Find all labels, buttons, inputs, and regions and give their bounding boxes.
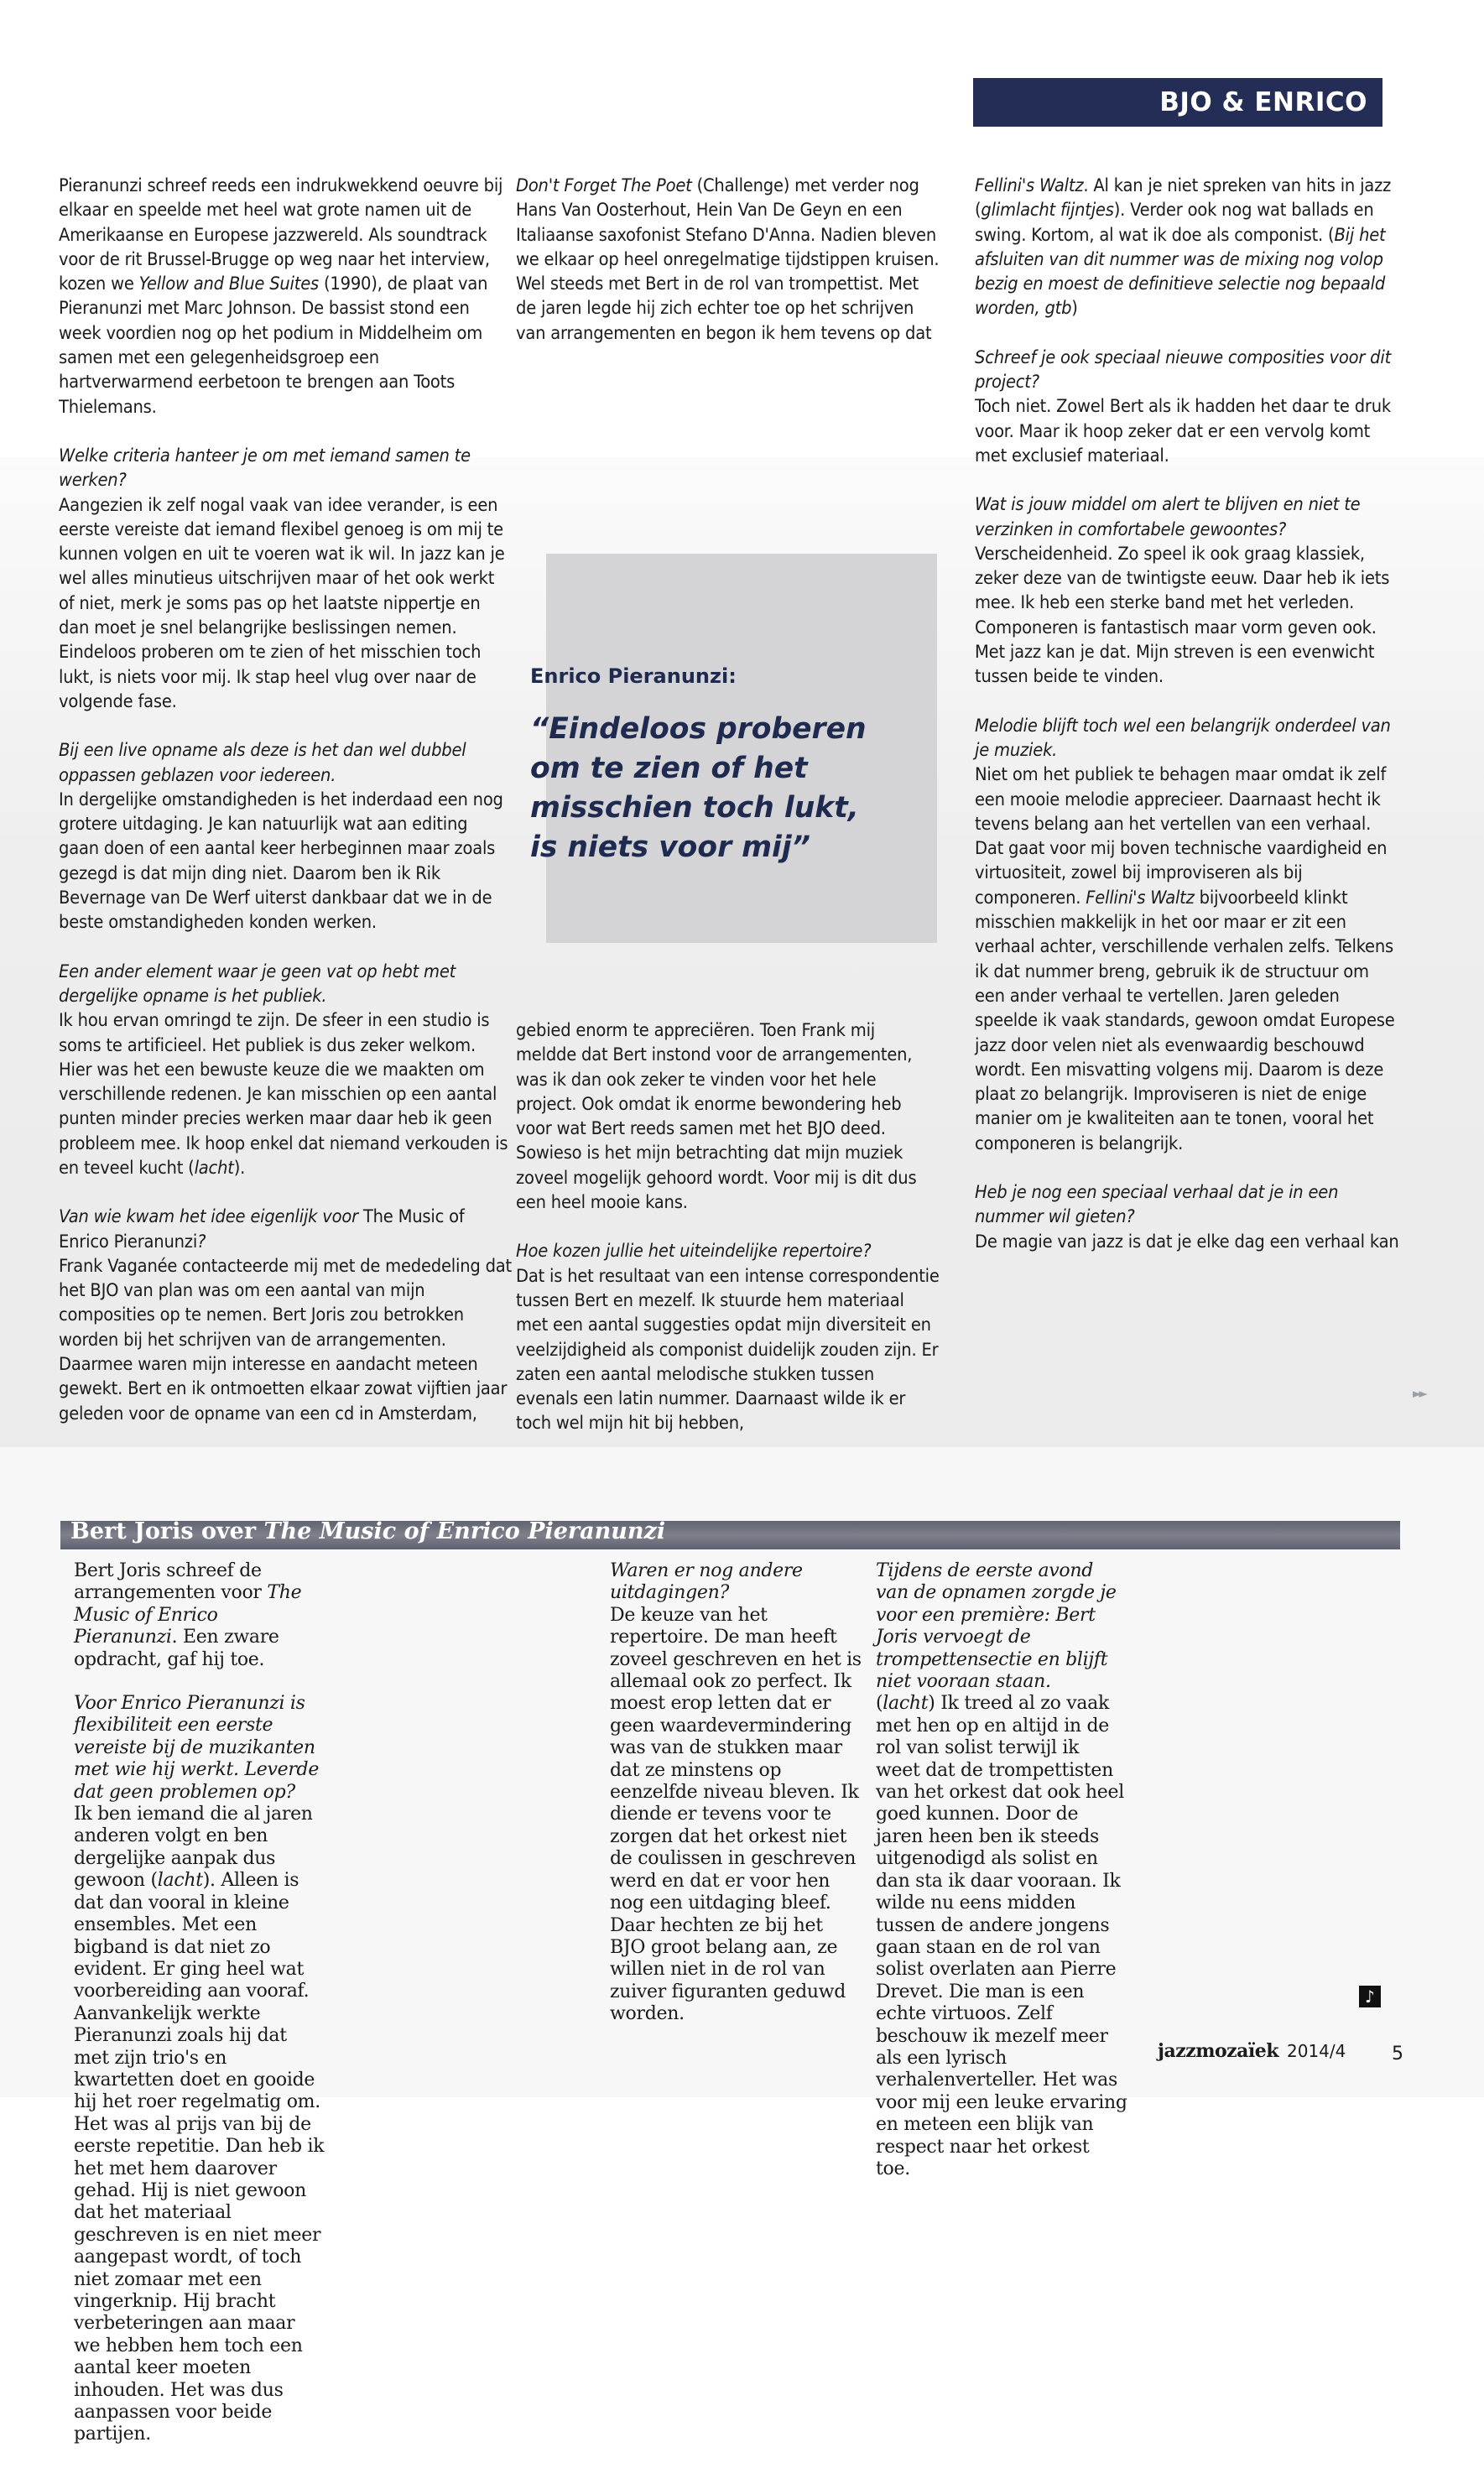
question: Wat is jouw middel om alert te blijven en niet te verzinken in comfortabele gewoontes? — [975, 494, 1361, 540]
issue-number: 2014/4 — [1287, 2041, 1346, 2061]
interview-column-3 — [975, 174, 1403, 1278]
section-header: BJO & ENRICO PIERANUNZI — [973, 78, 1382, 127]
sidebar-intro: Bert Joris schreef de arrangementen voor The Music of Enrico Pieranunzi. Een zware opdracht, gaf hij toe. — [74, 1560, 302, 1670]
sidebar-question: Voor Enrico Pieranunzi is flexibiliteit een eerste vereiste bij de muzikanten met wie hij werkt. Leverde dat geen problemen op? — [74, 1693, 320, 1803]
sidebar-qa — [74, 1693, 325, 2446]
continue-arrow-icon: ►► — [1413, 1386, 1425, 1401]
sidebar-title: Bert Joris over The Music of Enrico Pieranunzi — [70, 1518, 666, 1544]
answer-continuation: Don't Forget The Poet (Challenge) met verder nog Hans Van Oosterhout, Hein Van De Geyn en een Italiaanse saxofonist Stefano D'Anna. Nadien bleven we elkaar op heel onregelmatige tijdstippen kruisen. Wel steeds met Bert in de rol van trompettist. Met de jaren legde hij zich echter toe op het schrijven van arrangementen en begon ik hem tevens op dat — [516, 175, 940, 344]
sidebar-column-1 — [74, 1560, 325, 2468]
sidebar-question: Tijdens de eerste avond van de opnamen zorgde je voor een première: Bert Joris vervoegt de trompettensectie en blijft niet vooraan staan. — [876, 1560, 1117, 1693]
qa-block — [59, 1205, 512, 1426]
answer: Ik hou ervan omringd te zijn. De sfeer in een studio is soms te artificieel. Het publiek is dus zeker welkom. Hier was het een bewuste keuze die we maakten om verschillende redenen. Je kan misschien op een aantal punten minder precies werken maar daar heb ik geen probleem mee. Ik hoop enkel dat niemand verkouden is en teveel kucht (lacht). — [59, 1010, 508, 1179]
answer: Toch niet. Zowel Bert als ik hadden het daar te druk voor. Maar ik hoop zeker dat er een vervolg komt met exclusief materiaal. — [975, 396, 1392, 466]
sidebar-qa — [876, 1560, 1127, 2180]
footer — [1158, 2040, 1346, 2062]
answer-continuation: gebied enorm te appreciëren. Toen Frank mij meldde dat Bert instond voor de arrangementen, was ik dan ook zeker te vinden voor het hele project. Ook omdat ik enorme bewondering heb voor wat Bert reeds samen met het BJO deed. Sowieso is het mijn betrachting dat mijn muziek zoveel mogelijk gehoord wordt. Voor mij is dit dus een heel mooie kans. — [516, 1020, 917, 1214]
sidebar-qa — [610, 1560, 862, 2026]
sidebar-question: Waren er nog andere uitdagingen? — [610, 1560, 803, 1604]
pullquote-author: Enrico Pieranunzi: — [530, 664, 737, 688]
question: Bij een live opname als deze is het dan wel dubbel oppassen geblazen voor iedereen. — [59, 740, 466, 786]
question: Schreef je ook speciaal nieuwe composities voor dit project? — [975, 346, 1392, 393]
question: Welke criteria hanteer je om met iemand samen te werken? — [59, 445, 471, 492]
qa-block — [59, 738, 512, 935]
page-number: 5 — [1392, 2044, 1403, 2064]
answer-continuation: Fellini's Waltz. Al kan je niet spreken van hits in jazz (glimlacht fijntjes). Verder ook nog wat ballads en swing. Kortom, al wat ik doe als componist. (Bij het afsluiten van dit nummer was de mixing nog volop bezig en moest de definitieve selectie nog bepaald worden, gtb) — [975, 175, 1392, 320]
intro-paragraph: Pieranunzi schreef reeds een indrukwekkend oeuvre bij elkaar en speelde met heel wat grote namen uit de Amerikaanse en Europese jazzwereld. Als soundtrack voor de rit Brussel-Brugge op weg naar het interview, kozen we Yellow and Blue Suites (1990), de plaat van Pieranunzi met Marc Johnson. De bassist stond een week voordien nog op het podium in Middelheim om samen met een gelegenheidsgroep een hartverwarmend eerbetoon te brengen aan Toots Thielemans. — [59, 175, 503, 418]
qa-block — [975, 1180, 1403, 1254]
sidebar-column-4 — [876, 1560, 1127, 2202]
magazine-logo: jazzmozaïek — [1158, 2040, 1278, 2062]
question: Van wie kwam het idee eigenlijk voor The Music of Enrico Pieranunzi? — [59, 1206, 465, 1252]
sidebar-answer: De keuze van het repertoire. De man heeft zoveel geschreven en het is allemaal ook zo perfect. Ik moest erop letten dat er geen waardevermindering was van de stukken maar dat ze minstens op eenzelfde niveau bleven. Ik diende er tevens voor te zorgen dat het orkest niet de coulissen in geschreven werd en dat er voor hen nog een uitdaging bleef. Daar hechten ze bij het BJO groot belang aan, ze willen niet in de rol van zuiver figuranten geduwd worden. — [610, 1604, 862, 2025]
question: Heb je nog een speciaal verhaal dat je in een nummer wil gieten? — [975, 1181, 1339, 1228]
interview-column-1 — [59, 174, 512, 1450]
qa-block — [975, 714, 1403, 1156]
end-mark-icon: ♪ — [1359, 1986, 1381, 2007]
answer: De magie van jazz is dat je elke dag een verhaal kan — [975, 1231, 1399, 1252]
answer: Dat is het resultaat van een intense correspondentie tussen Bert en mezelf. Ik stuurde hem materiaal met een aantal suggesties opdat mijn diversiteit en veelzijdigheid als componist duidelijk zouden zijn. Er zaten een aantal melodische stukken tussen evenals een latin nummer. Daarnaast wilde ik er toch wel mijn hit bij hebben, — [516, 1265, 940, 1434]
qa-block — [59, 444, 512, 714]
qa-block — [975, 346, 1403, 468]
interview-column-2-bottom — [516, 1018, 940, 1460]
sidebar-column-3 — [610, 1560, 862, 2048]
qa-block — [516, 1239, 940, 1435]
question: Een ander element waar je geen vat op hebt met dergelijke opname is het publiek. — [59, 961, 456, 1007]
interview-column-2-top — [516, 174, 940, 370]
sidebar-answer: Ik ben iemand die al jaren anderen volgt en ben dergelijke aanpak dus gewoon (lacht). Alleen is dat dan vooral in kleine ensembles. Met een bigband is dat niet zo evident. Er ging heel wat voorbereiding aan vooraf. Aanvankelijk werkte Pieranunzi zoals hij dat met zijn trio's en kwartetten doet en gooide hij het roer regelmatig om. Het was al prijs van bij de eerste repetitie. Dan heb ik het met hem daarover gehad. Hij is niet gewoon dat het materiaal geschreven is en niet meer aangepast wordt, of toch niet zomaar met een vingerknip. Hij bracht verbeteringen aan maar we hebben hem toch een aantal keer moeten inhouden. Het was dus aanpassen voor beide partijen. — [74, 1804, 325, 2445]
answer: Frank Vaganée contacteerde mij met de mededeling dat het BJO van plan was om een aantal van mijn composities op te nemen. Bert Joris zou betrokken worden bij het schrijven van de arrangementen. Daarmee waren mijn interesse en aandacht meteen gewekt. Bert en ik ontmoetten elkaar zowat vijftien jaar geleden voor de opname van een cd in Amsterdam, — [59, 1255, 512, 1424]
question: Melodie blijft toch wel een belangrijk onderdeel van je muziek. — [975, 715, 1391, 761]
qa-block — [59, 960, 512, 1181]
answer: Niet om het publiek te behagen maar omdat ik zelf een mooie melodie apprecieer. Daarnaast hecht ik tevens belang aan het vertellen van een verhaal. Dat gaat voor mij boven technische vaardigheid en virtuositeit, zowel bij improviseren als bij componeren. Fellini's Waltz bijvoorbeeld klinkt misschien makkelijk in het oor maar er zit een verhaal achter, verschillende verhalen zelfs. Telkens ik dat nummer breng, gebruik ik de structuur om een ander verhaal te vertellen. Jaren geleden speelde ik vaak standards, gewoon omdat Europese jazz door velen niet als evenwaardig beschouwd wordt. Een misvatting volgens mij. Daarom is deze plaat zo belangrijk. Improviseren is niet de enige manier om je kwaliteiten aan te tonen, vooral het componeren is belangrijk. — [975, 764, 1395, 1154]
sidebar-answer: (lacht) Ik treed al zo vaak met hen op en altijd in de rol van solist terwijl ik weet dat de trompettisten van het orkest dat ook heel goed kunnen. Door de jaren heen ben ik steeds uitgenodigd als solist en dan sta ik daar vooraan. Ik wilde nu eens midden tussen de andere jongens gaan staan en de rol van solist overlaten aan Pierre Drevet. Die man is een echte virtuoos. Zelf beschouw ik mezelf meer als een lyrisch verhalenverteller. Het was voor mij een leuke ervaring en meteen een blijk van respect naar het orkest toe. — [876, 1693, 1127, 2179]
qa-block — [975, 492, 1403, 689]
answer: Verscheidenheid. Zo speel ik ook graag klassiek, zeker deze van de twintigste eeuw. Daar heb ik iets mee. Ik heb een sterke band met het verleden. Componeren is fantastisch maar vorm geven ook. Met jazz kan je dat. Mijn streven is een evenwicht tussen beide te vinden. — [975, 543, 1390, 688]
answer: Aangezien ik zelf nogal vaak van idee verander, is een eerste vereiste dat iemand flexibel genoeg is om mij te kunnen volgen en uit te voeren wat ik wil. In jazz kan je wel alles minutieus uitschrijven maar of het ook werkt of niet, merk je soms pas op het laatste nippertje en dan moet je snel belangrijke beslissingen nemen. Eindeloos proberen om te zien of het misschien toch lukt, is niets voor mij. Ik stap heel vlug over naar de volgende fase. — [59, 494, 505, 712]
pullquote-text: “Eindeloos proberen om te zien of het misschien toch lukt, is niets voor mij” — [530, 712, 867, 864]
answer: In dergelijke omstandigheden is het inderdaad een nog grotere uitdaging. Je kan natuurlijk wat aan editing gaan doen of een aantal keer herbeginnen maar zoals gezegd is dat mijn ding niet. Daarom ben ik Rik Bevernage van De Werf uiterst dankbaar dat we in de beste omstandigheden konden werken. — [59, 789, 503, 934]
question: Hoe kozen jullie het uiteindelijke repertoire? — [516, 1241, 872, 1263]
